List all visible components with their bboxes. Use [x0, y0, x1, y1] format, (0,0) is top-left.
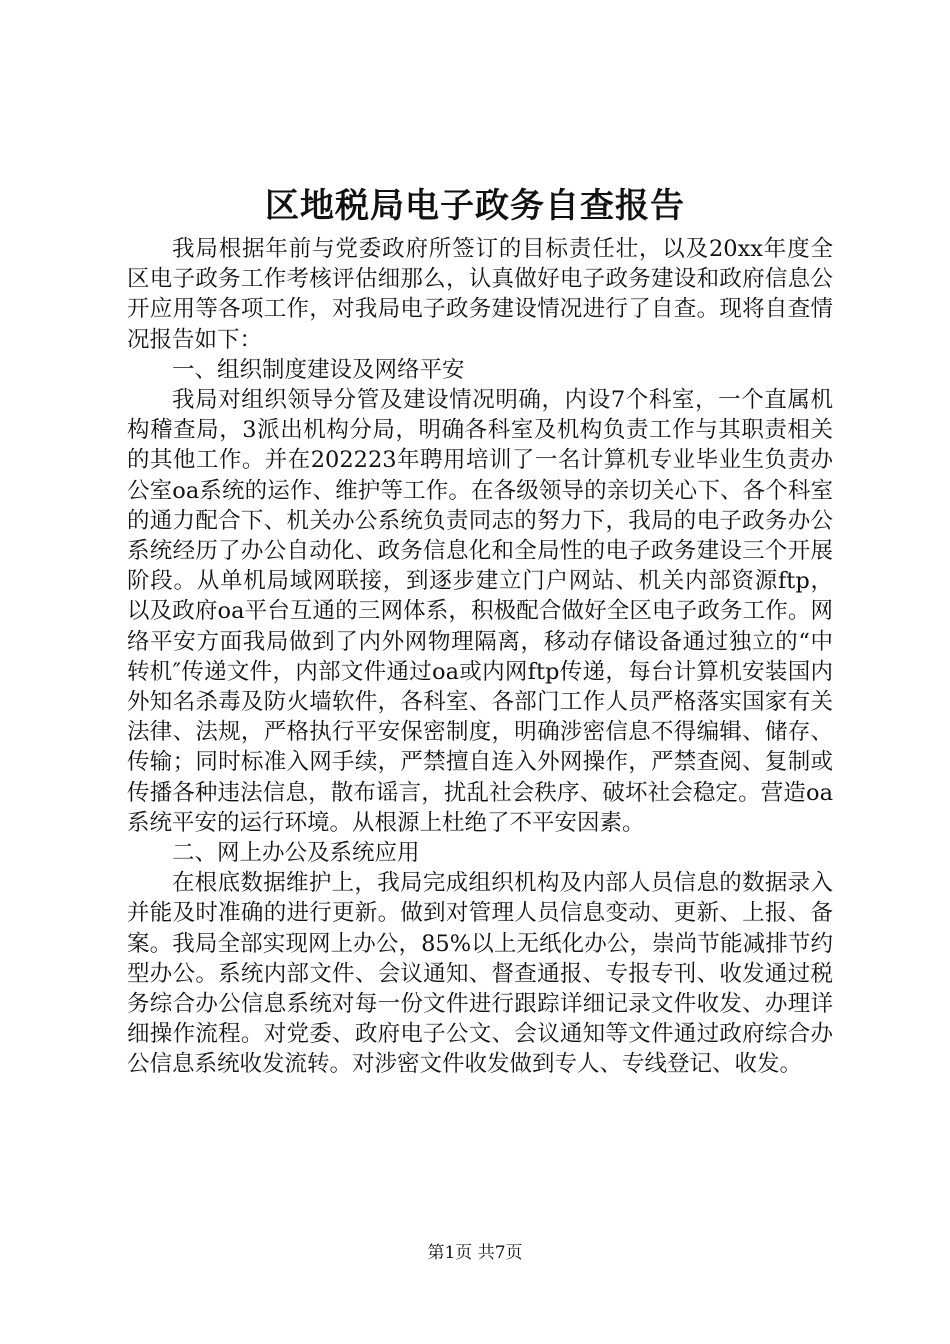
intro-paragraph: 我局根据年前与党委政府所签订的目标责任壮，以及20xx年度全区电子政务工作考核评估细那么，认真做好电子政务建设和政府信息公开应用等各项工作，对我局电子政务建设情况进行了自查。现将自查情况报告如下：: [127, 236, 833, 353]
section-1-paragraph: 我局对组织领导分管及建设情况明确，内设7个科室，一个直属机构稽查局，3派出机构分局，明确各科室及机构负责工作与其职责相关的其他工作。并在202223年聘用培训了一名计算机专业毕业生负责办公室oa系统的运作、维护等工作。在各级领导的亲切关心下、各个科室的通力配合下、机关办公系统负责同志的努力下，我局的电子政务办公系统经历了办公自动化、政务信息化和全局性的电子政务建设三个开展阶段。从单机局域网联接，到逐步建立门户网站、机关内部资源ftp，以及政府oa平台互通的三网体系，积极配合做好全区电子政务工作。网络平安方面我局做到了内外网物理隔离，移动存储设备通过独立的“中转机″传递文件，内部文件通过oa或内网ftp传递，每台计算机安装国内外知名杀毒及防火墙软件，各科室、各部门工作人员严格落实国家有关法律、法规，严格执行平安保密制度，明确涉密信息不得编辑、储存、传输；同时标准入网手续，严禁擅自连入外网操作，严禁查阅、复制或传播各种违法信息，散布谣言，扰乱社会秩序、破坏社会稳定。营造oa系统平安的运行环境。从根源上杜绝了不平安因素。: [127, 387, 833, 836]
section-heading-1: 一、组织制度建设及网络平安: [172, 356, 465, 383]
document-title: 区地税局电子政务自查报告: [265, 186, 685, 226]
page-number-footer: 第1页 共7页: [427, 1243, 523, 1263]
section-heading-2: 二、网上办公及系统应用: [172, 840, 420, 867]
document-body: [127, 234, 833, 1080]
section-2-paragraph: 在根底数据维护上，我局完成组织机构及内部人员信息的数据录入并能及时准确的进行更新。做到对管理人员信息变动、更新、上报、备案。我局全部实现网上办公，85%以上无纸化办公，崇尚节能减排节约型办公。系统内部文件、会议通知、督查通报、专报专刊、收发通过税务综合办公信息系统对每一份文件进行跟踪详细记录文件收发、办理详细操作流程。对党委、政府电子公文、会议通知等文件通过政府综合办公信息系统收发流转。对涉密文件收发做到专人、专线登记、收发。: [127, 870, 833, 1078]
